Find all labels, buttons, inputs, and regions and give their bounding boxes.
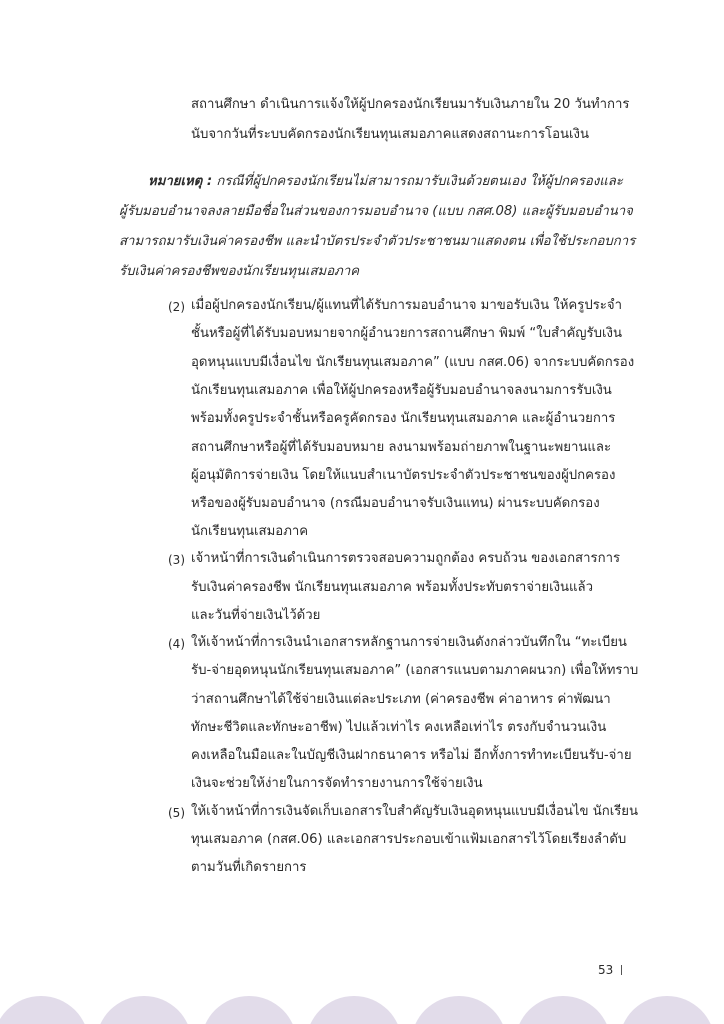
intro-line: นับจากวันที่ระบบคัดกรองนักเรียนทุนเสมอภาคแสดงสถานะการโอนเงิน	[191, 127, 590, 142]
note-label: หมายเหตุ :	[148, 174, 213, 189]
note-line: ผู้รับมอบอำนาจลงลายมือชื่อในส่วนของการมอบอำนาจ (แบบ กสศ.08) และผู้รับมอบอำนาจ	[119, 204, 633, 219]
item-line: สถานศึกษาหรือผู้ที่ได้รับมอบหมาย ลงนามพร้อมถ่ายภาพในฐานะพยานและ	[191, 440, 612, 455]
item-line: ชั้นหรือผู้ที่ได้รับมอบหมายจากผู้อำนวยการสถานศึกษา พิมพ์ “ใบสำคัญรับเงิน	[191, 326, 622, 341]
item-number: (5)	[168, 806, 185, 820]
item-line: รับเงินค่าครองชีพ นักเรียนทุนเสมอภาค พร้อมทั้งประทับตราจ่ายเงินแล้ว	[191, 580, 594, 595]
item-line: รับ-จ่ายอุดหนุนนักเรียนทุนเสมอภาค” (เอกสารแนบตามภาคผนวก) เพื่อให้ทราบ	[191, 663, 639, 678]
decorative-circle	[201, 996, 297, 1024]
item-line: ให้เจ้าหน้าที่การเงินนำเอกสารหลักฐานการจ่ายเงินดังกล่าวบันทึกใน “ทะเบียน	[191, 635, 627, 650]
item-line: นักเรียนทุนเสมอภาค เพื่อให้ผู้ปกครองหรือผู้รับมอบอำนาจลงนามการรับเงิน	[191, 383, 612, 398]
page-number: 53	[598, 963, 614, 977]
item-number: (3)	[168, 553, 185, 567]
note-line: สามารถมารับเงินค่าครองชีพ และนำบัตรประจำตัวประชาชนมาแสดงตน เพื่อใช้ประกอบการ	[119, 234, 636, 249]
note-line: รับเงินค่าครองชีพของนักเรียนทุนเสมอภาค	[119, 264, 360, 279]
item-line: เมื่อผู้ปกครองนักเรียน/ผู้แทนที่ได้รับการมอบอำนาจ มาขอรับเงิน ให้ครูประจำ	[191, 298, 622, 313]
item-line: คงเหลือในมือและในบัญชีเงินฝากธนาคาร หรือไม่ อีกทั้งการทำทะเบียนรับ-จ่าย	[191, 748, 632, 763]
note-text: กรณีที่ผู้ปกครองนักเรียนไม่สามารถมารับเงินด้วยตนเอง ให้ผู้ปกครองและ	[212, 174, 623, 189]
item-line: เจ้าหน้าที่การเงินดำเนินการตรวจสอบความถูกต้อง ครบถ้วน ของเอกสารการ	[191, 551, 621, 566]
item-line: อุดหนุนแบบมีเงื่อนไข นักเรียนทุนเสมอภาค” (แบบ กสศ.06) จากระบบคัดกรอง	[191, 355, 635, 370]
item-line: พร้อมทั้งครูประจำชั้นหรือครูคัดกรอง นักเรียนทุนเสมอภาค และผู้อำนวยการ	[191, 411, 616, 426]
decorative-circle	[306, 996, 402, 1024]
decorative-circle	[619, 996, 715, 1024]
decorative-circle	[0, 996, 89, 1024]
decorative-circle	[411, 996, 507, 1024]
item-line: นักเรียนทุนเสมอภาค	[191, 524, 309, 539]
item-line: หรือของผู้รับมอบอำนาจ (กรณีมอบอำนาจรับเงินแทน) ผ่านระบบคัดกรอง	[191, 496, 600, 511]
item-line: ให้เจ้าหน้าที่การเงินจัดเก็บเอกสารใบสำคัญรับเงินอุดหนุนแบบมีเงื่อนไข นักเรียน	[191, 804, 639, 819]
item-number: (4)	[168, 637, 185, 651]
item-line: ทุนเสมอภาค (กสศ.06) และเอกสารประกอบเข้าแฟ้มเอกสารไว้โดยเรียงลำดับ	[191, 832, 627, 847]
item-line: ตามวันที่เกิดรายการ	[191, 860, 307, 875]
intro-line: สถานศึกษา ดำเนินการแจ้งให้ผู้ปกครองนักเรียนมารับเงินภายใน 20 วันทำการ	[191, 97, 630, 112]
decorative-circle	[515, 996, 611, 1024]
item-line: และวันที่จ่ายเงินไว้ด้วย	[191, 608, 321, 623]
decorative-circle	[96, 996, 192, 1024]
item-number: (2)	[168, 300, 185, 314]
item-line: ผู้อนุมัติการจ่ายเงิน โดยให้แนบสำเนาบัตรประจำตัวประชาชนของผู้ปกครอง	[191, 468, 616, 483]
item-line: ว่าสถานศึกษาได้ใช้จ่ายเงินแต่ละประเภท (ค่าครองชีพ ค่าอาหาร ค่าพัฒนา	[191, 692, 611, 707]
item-line: เงินจะช่วยให้ง่ายในการจัดทำรายงานการใช้จ่ายเงิน	[191, 776, 483, 791]
item-line: ทักษะชีวิตและทักษะอาชีพ) ไปแล้วเท่าไร คงเหลือเท่าไร ตรงกับจำนวนเงิน	[191, 720, 607, 735]
